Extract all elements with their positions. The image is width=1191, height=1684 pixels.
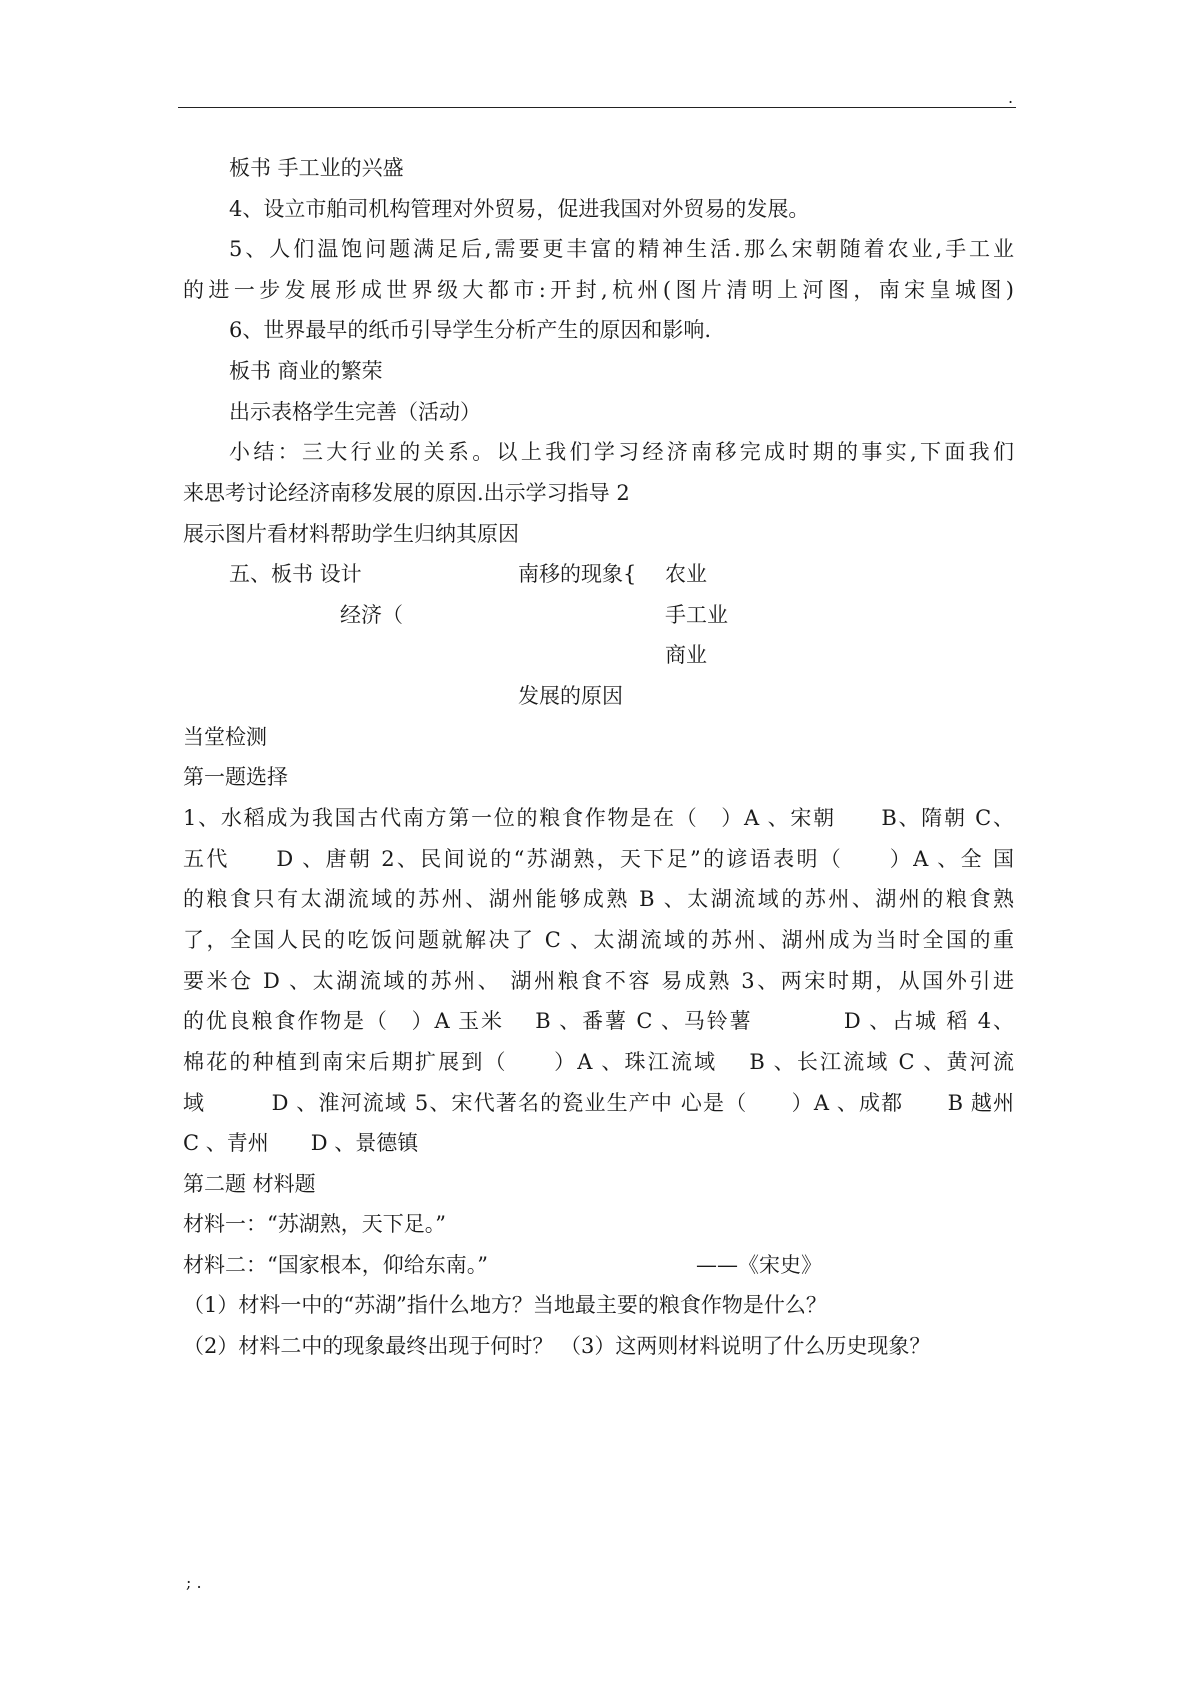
choice-line: 五代 D 、唐朝 2、民间说的“苏湖熟，天下足”的谚语表明（ ）A 、全 国 — [183, 847, 1014, 871]
summary-line-1: 小结：三大行业的关系。以上我们学习经济南移完成时期的事实,下面我们 — [229, 440, 1014, 464]
question-1-heading: 第一题选择 — [183, 765, 288, 789]
paragraph-trade: 4、设立市舶司机构管理对外贸易，促进我国对外贸易的发展。 — [229, 197, 810, 221]
board-agriculture: 农业 — [665, 562, 707, 586]
board-phenomenon: 南移的现象{ — [518, 562, 637, 586]
paragraph-cities-1: 5、人们温饱问题满足后,需要更丰富的精神生活.那么宋朝随着农业,手工业 — [229, 237, 1014, 261]
choice-line: 域 D 、淮河流域 5、宋代著名的瓷业生产中 心是（ ）A 、成都 B 越州 — [183, 1091, 1014, 1115]
material-two: 材料二：“国家根本，仰给东南。” — [183, 1253, 488, 1277]
board-handicraft-line: 板书 手工业的兴盛 — [229, 156, 404, 180]
header-dot: . — [1008, 88, 1014, 107]
material-two-source: ——《宋史》 — [696, 1253, 822, 1277]
choice-line: 1、水稻成为我国古代南方第一位的粮食作物是在（ ）A 、宋朝 B、隋朝 C、 — [183, 806, 1014, 830]
header-rule — [178, 107, 1016, 108]
choice-line: C 、青州 D 、景德镇 — [183, 1131, 419, 1155]
material-one: 材料一：“苏湖熟，天下足。” — [183, 1212, 446, 1236]
summary-line-2: 来思考讨论经济南移发展的原因.出示学习指导 2 — [183, 481, 630, 505]
paragraph-paper-money: 6、世界最早的纸币引导学生分析产生的原因和影响. — [229, 318, 712, 342]
board-commerce: 商业 — [665, 643, 707, 667]
board-reason: 发展的原因 — [518, 684, 623, 708]
choice-line: 了，全国人民的吃饭问题就解决了 C 、太湖流域的苏州、湖州成为当时全国的重 — [183, 928, 1014, 952]
footer-mark: ; . — [186, 1573, 202, 1592]
table-activity-line: 出示表格学生完善（活动） — [229, 400, 481, 424]
question-2-heading: 第二题 材料题 — [183, 1172, 316, 1196]
sub-question-1: （1）材料一中的“苏湖”指什么地方？当地最主要的粮食作物是什么？ — [183, 1293, 827, 1317]
board-handicraft: 手工业 — [665, 603, 728, 627]
test-heading: 当堂检测 — [183, 725, 267, 749]
choice-line: 棉花的种植到南宋后期扩展到（ ）A 、珠江流域 B 、长江流域 C 、黄河流 — [183, 1050, 1014, 1074]
choice-line: 的优良粮食作物是（ ）A 玉米 B 、番薯 C 、马铃薯 D 、占城 稻 4、 — [183, 1009, 1014, 1033]
board-design-title: 五、板书 设计 — [229, 562, 362, 586]
board-economy: 经济（ — [340, 603, 403, 627]
paragraph-cities-2: 的进一步发展形成世界级大都市:开封,杭州(图片清明上河图，南宋皇城图) — [183, 278, 1014, 302]
sub-question-2-3: （2）材料二中的现象最终出现于何时？ （3）这两则材料说明了什么历史现象？ — [183, 1334, 931, 1358]
choice-line: 要米仓 D 、太湖流域的苏州、 湖州粮食不容 易成熟 3、两宋时期，从国外引进 — [183, 969, 1014, 993]
reasons-line: 展示图片看材料帮助学生归纳其原因 — [183, 522, 519, 546]
board-commerce-line: 板书 商业的繁荣 — [229, 359, 383, 383]
choice-line: 的粮食只有太湖流域的苏州、湖州能够成熟 B 、太湖流域的苏州、湖州的粮食熟 — [183, 887, 1014, 911]
